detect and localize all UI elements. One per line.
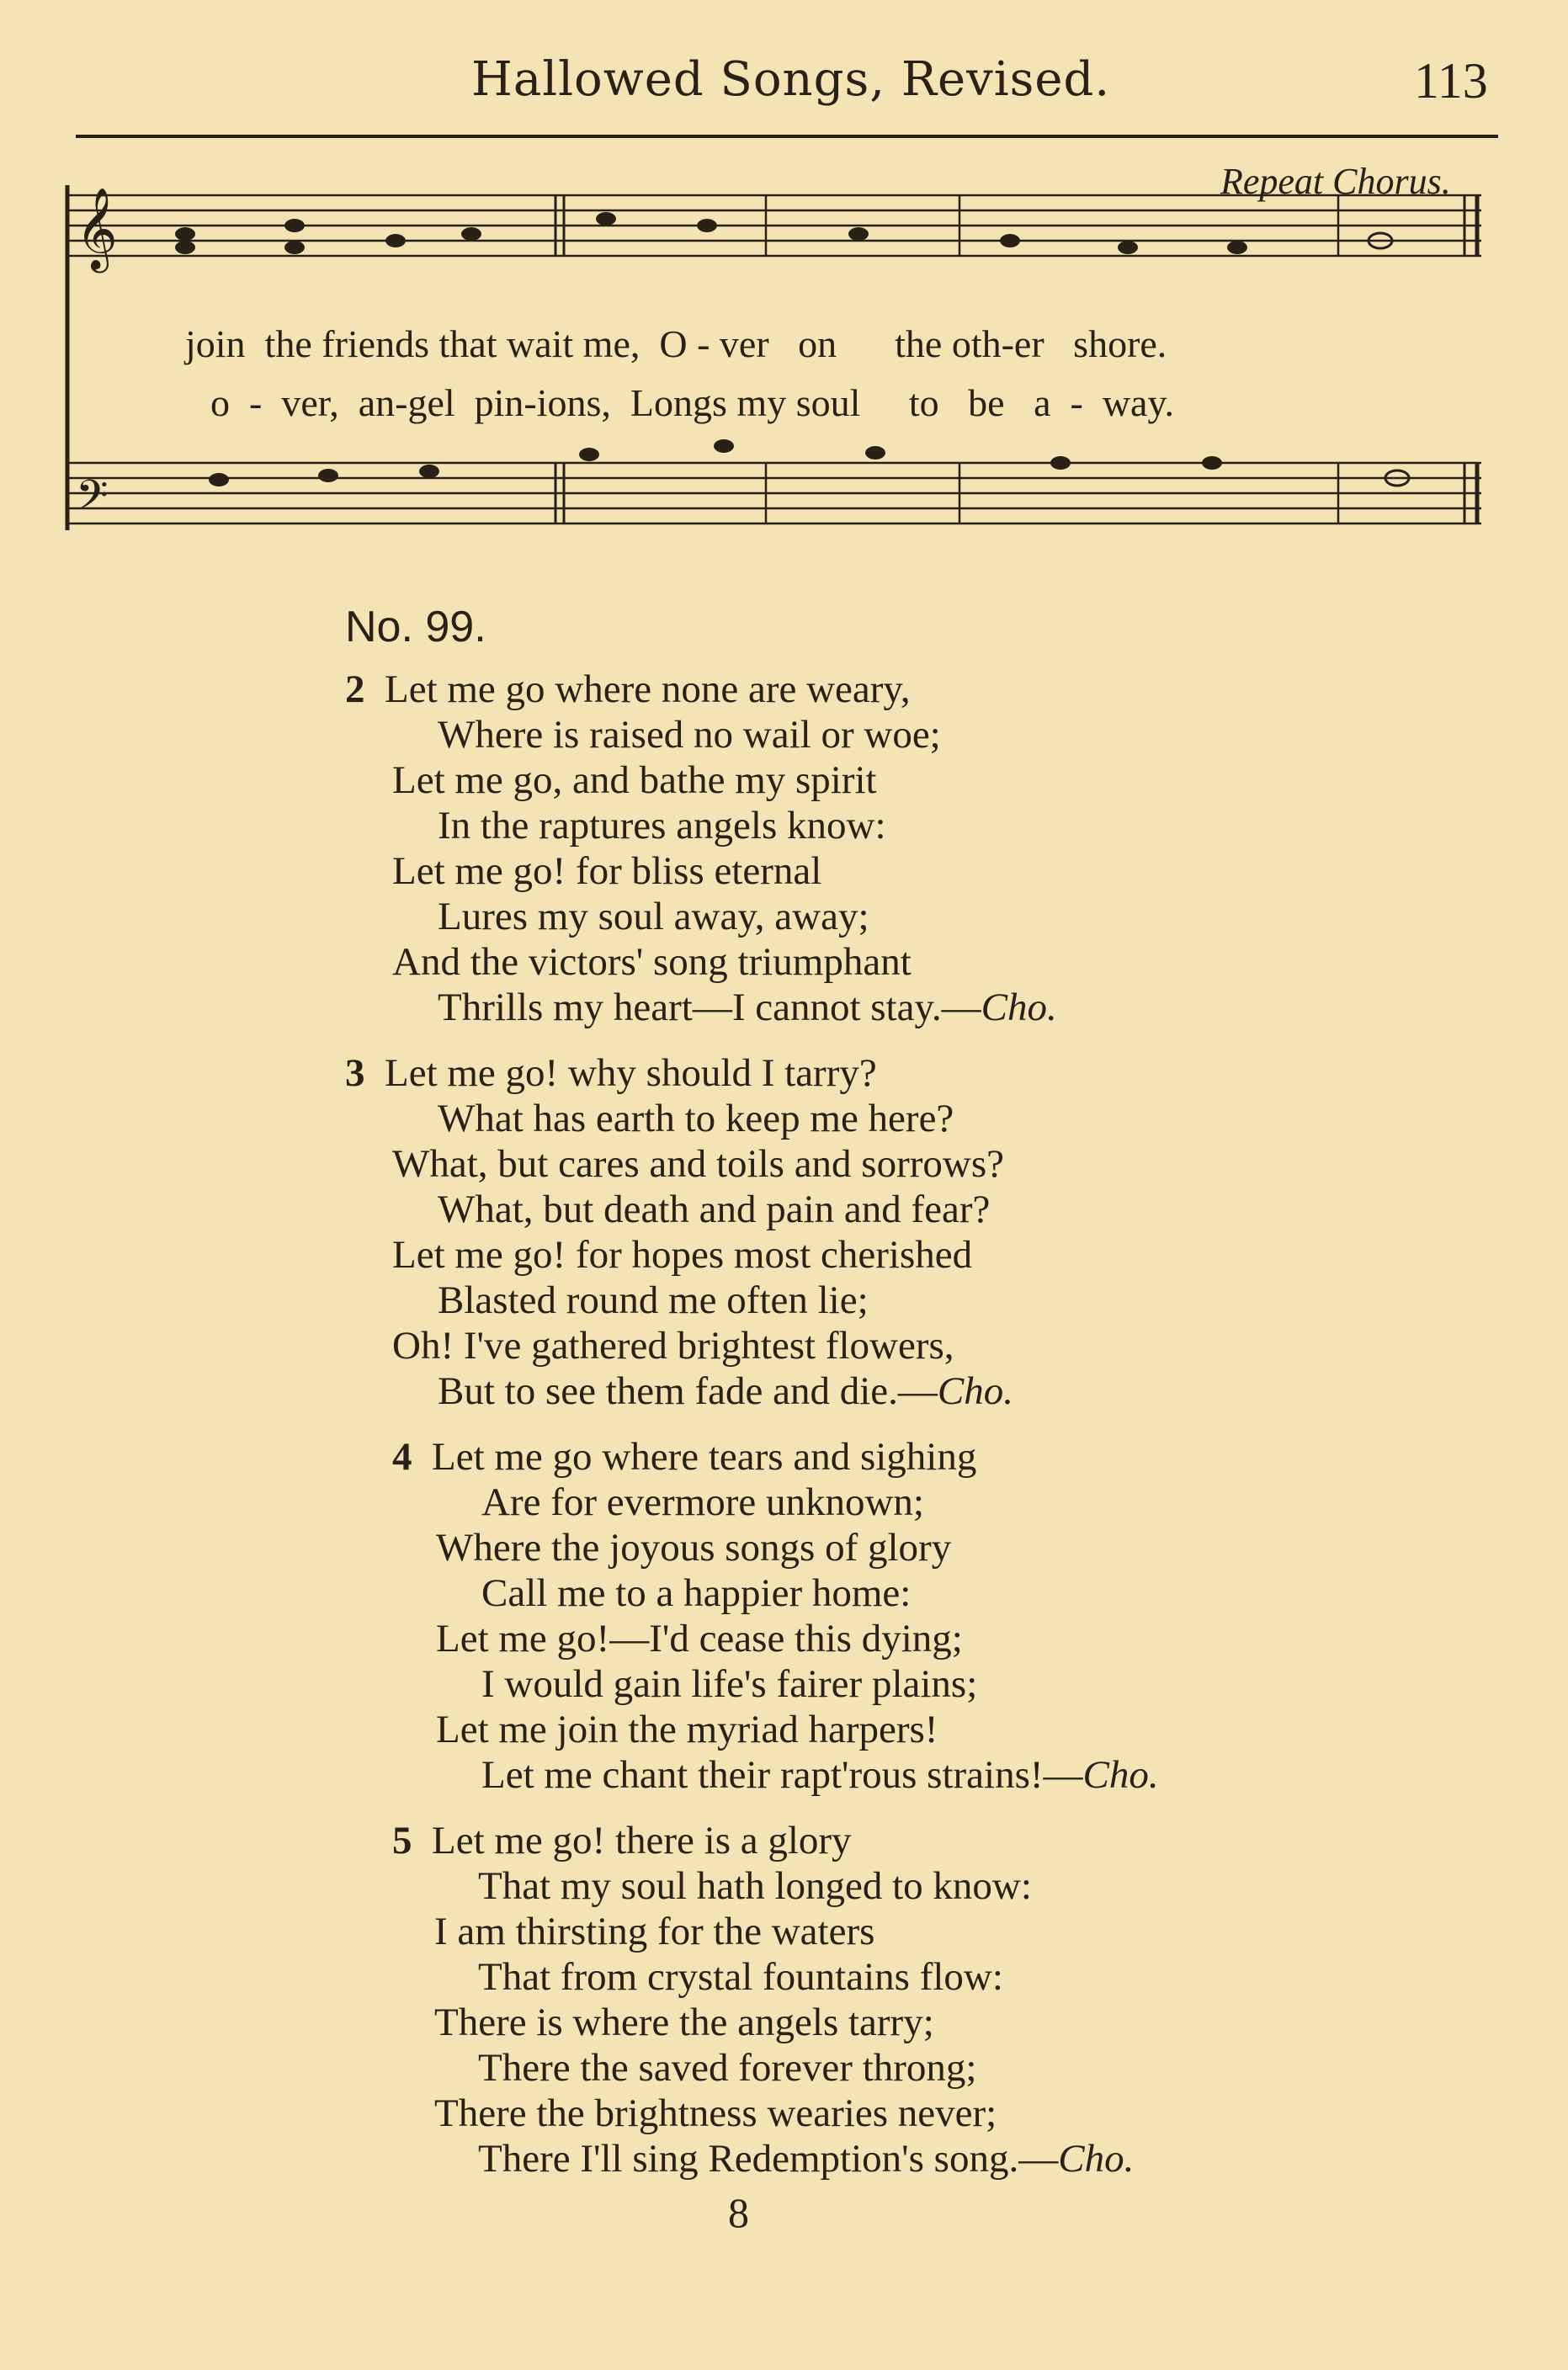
verse-line: Oh! I've gathered brightest flowers, [392, 1324, 954, 1368]
treble-clef-icon: 𝄞 [76, 187, 118, 269]
verse-line: Let me go!—I'd cease this dying; [436, 1617, 963, 1661]
verse-line [345, 1050, 877, 1096]
verse-line: In the raptures angels know: [438, 804, 886, 848]
verse-line: I am thirsting for the waters [434, 1910, 875, 1953]
verse-line [438, 985, 1057, 1030]
verse-line: There the brightness wearies never; [434, 2091, 997, 2135]
lyrics-line-1: join the friends that wait me, O - ver on the oth-er shore. [185, 322, 1167, 365]
verse-line [478, 2136, 1134, 2181]
verse-line: Are for evermore unknown; [481, 1480, 924, 1524]
verse-line: Let me go, and bathe my spirit [392, 758, 877, 802]
verse-text: Let me go! why should I tarry? [385, 1051, 877, 1095]
music-score [50, 185, 1498, 555]
chorus-marker: Cho. [1058, 2137, 1135, 2181]
verse-text: Let me go where tears and sighing [432, 1435, 977, 1479]
chorus-marker: Cho. [1082, 1753, 1159, 1797]
verse-line: Blasted round me often lie; [438, 1278, 869, 1322]
verse-line: Where is raised no wail or woe; [438, 713, 941, 757]
verse-line: What, but cares and toils and sorrows? [392, 1142, 1004, 1186]
verse-line: There the saved forever throng; [478, 2046, 977, 2090]
verse-text: But to see them fade and die.— [438, 1369, 938, 1413]
verse-number: 2 [345, 667, 365, 711]
verse-line: Let me join the myriad harpers! [436, 1708, 938, 1751]
bass-clef-icon: 𝄢 [76, 471, 109, 530]
verse-text: There I'll sing Redemption's song.— [478, 2137, 1059, 2181]
signature-mark: 8 [728, 2189, 749, 2236]
verse-number: 4 [392, 1435, 412, 1479]
verse-text: Let me go! there is a glory [432, 1819, 852, 1863]
verse-line: That my soul hath longed to know: [478, 1864, 1032, 1908]
verse-line: I would gain life's fairer plains; [481, 1662, 978, 1706]
verse-line [392, 1434, 976, 1480]
verse-line: Call me to a happier home: [481, 1571, 912, 1615]
verse-line: Lures my soul away, away; [438, 895, 869, 938]
repeat-chorus-label: Repeat Chorus. [1220, 161, 1451, 202]
verse-line: And the victors' song triumphant [392, 940, 912, 984]
verse-number: 5 [392, 1819, 412, 1863]
verse-line [345, 667, 911, 712]
page-number: 113 [1414, 53, 1488, 109]
chorus-marker: Cho. [937, 1369, 1013, 1413]
verse-line [392, 1818, 852, 1863]
verse-line [481, 1752, 1159, 1798]
hymn-number: No. 99. [345, 603, 486, 651]
verse-line: What has earth to keep me here? [438, 1097, 954, 1140]
bass-staff [67, 463, 1481, 523]
verse-line: What, but death and pain and fear? [438, 1188, 991, 1231]
verse-text: Thrills my heart—I cannot stay.— [438, 986, 981, 1029]
verse-line: Let me go! for hopes most cherished [392, 1233, 973, 1277]
verse-line: There is where the angels tarry; [434, 2001, 934, 2044]
verse-line [438, 1368, 1013, 1414]
running-title: Hallowed Songs, Revised. [471, 52, 1111, 107]
verse-text: Let me chant their rapt'rous strains!— [481, 1753, 1083, 1797]
verse-line: Let me go! for bliss eternal [392, 849, 822, 893]
header-rule [76, 135, 1498, 138]
verse-text: Let me go where none are weary, [385, 667, 911, 711]
verse-line: That from crystal fountains flow: [478, 1955, 1003, 1999]
verse-line: Where the joyous songs of glory [436, 1526, 952, 1570]
lyrics-line-2: o - ver, an-gel pin-ions, Longs my soul to be a - way. [210, 381, 1174, 424]
treble-staff [67, 195, 1481, 256]
verse-number: 3 [345, 1051, 365, 1095]
chorus-marker: Cho. [981, 986, 1057, 1029]
